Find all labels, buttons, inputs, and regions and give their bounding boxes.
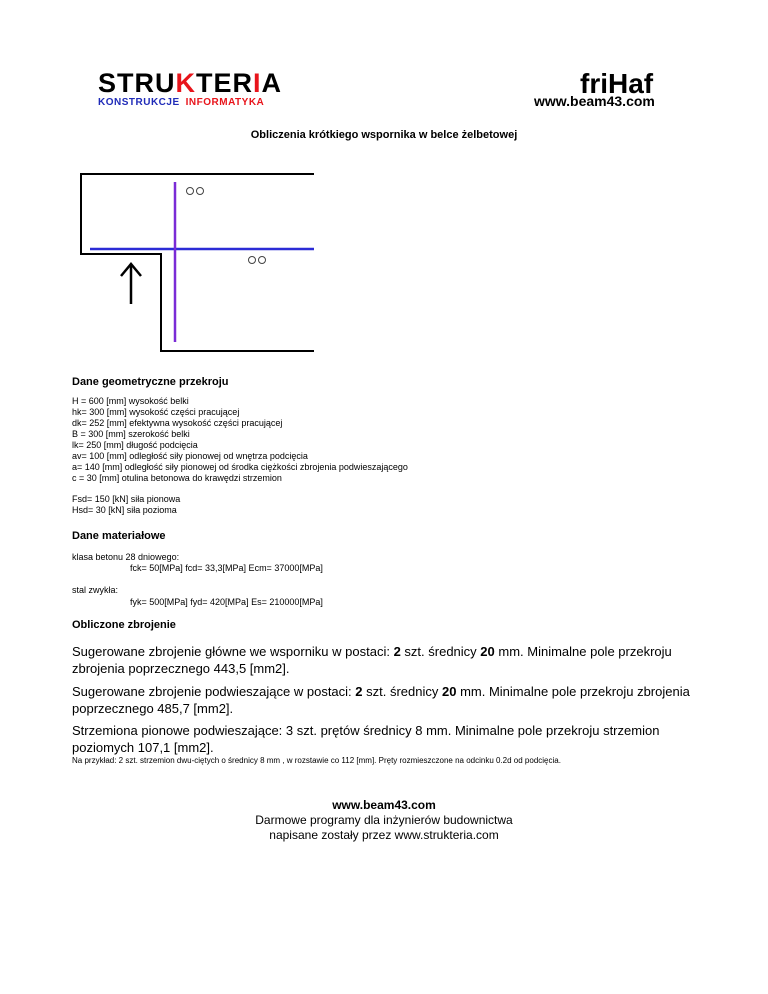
materials-heading: Dane materiałowe [72, 530, 166, 542]
geometry-line: lk= 250 [mm] długość podcięcia [72, 440, 198, 450]
geometry-line: dk= 252 [mm] efektywna wysokość części pracującej [72, 418, 283, 428]
geometry-line: H = 600 [mm] wysokość belki [72, 396, 189, 406]
stirrups-text: Strzemiona pionowe podwieszające: 3 szt. prętów średnicy 8 mm. Minimalne pole przekroju strzemion poziomych 107,1 [mm2]. [72, 723, 660, 755]
page-title: Obliczenia krótkiego wspornika w belce żelbetowej [250, 129, 518, 141]
geometry-line: hk= 300 [mm] wysokość części pracującej [72, 407, 240, 417]
steel-values: fyk= 500[MPa] fyd= 420[MPa] Es= 210000[MPa] [130, 597, 323, 607]
strukteria-tagline: KONSTRUKCJE INFORMATYKA [98, 97, 265, 108]
force-line: Fsd= 150 [kN] siła pionowa [72, 494, 181, 504]
geometry-heading: Dane geometryczne przekroju [72, 376, 229, 388]
concrete-values: fck= 50[MPa] fcd= 33,3[MPa] Ecm= 37000[MPa] [130, 563, 323, 573]
steel-label: stal zwykła: [72, 585, 119, 595]
rebar-circle-top-2 [197, 188, 204, 195]
corbel-diagram [72, 168, 322, 358]
beam-outline [81, 174, 314, 351]
suspension-reinforcement-text: Sugerowane zbrojenie podwieszające w postaci: 2 szt. średnicy 20 mm. Minimalne pole przekroju zbrojenia poprzecznego 485,7 [mm2]. [72, 684, 690, 716]
stirrups-example-note: Na przykład: 2 szt. strzemion dwu-ciętych o średnicy 8 mm , w rozstawie co 112 [mm]. Pręty rozmieszczone na odcinku 0.2d od podcięcia. [72, 756, 561, 765]
footer-line: Darmowe programy dla inżynierów budownictwa [255, 813, 513, 827]
geometry-line: a= 140 [mm] odległość siły pionowej od środka ciężkości zbrojenia podwieszającego [72, 462, 408, 472]
footer-url: www.beam43.com [332, 798, 436, 812]
rebar-circle-bottom-2 [259, 257, 266, 264]
rebar-circle-top-1 [187, 188, 194, 195]
rebar-circle-bottom-1 [249, 257, 256, 264]
geometry-line: c = 30 [mm] otulina betonowa do krawędzi strzemion [72, 473, 282, 483]
beam43-url-logo: www.beam43.com [534, 93, 655, 109]
strukteria-logo: STRUKTERIA [98, 68, 283, 98]
frihaf-logo: friHaf [580, 68, 654, 99]
footer-line: napisane zostały przez www.strukteria.com [269, 828, 499, 842]
geometry-line: B = 300 [mm] szerokość belki [72, 429, 190, 439]
force-arrow-up [121, 264, 141, 304]
main-reinforcement-text: Sugerowane zbrojenie główne we wsporniku w postaci: 2 szt. średnicy 20 mm. Minimalne pole przekroju zbrojenia poprzecznego 443,5 [mm2]. [72, 644, 672, 676]
concrete-label: klasa betonu 28 dniowego: [72, 552, 180, 562]
geometry-list [72, 396, 408, 484]
results-heading: Obliczone zbrojenie [72, 619, 176, 631]
forces-list [72, 494, 180, 516]
footer [0, 798, 768, 843]
geometry-line: av= 100 [mm] odległość siły pionowej od wnętrza podcięcia [72, 451, 308, 461]
force-line: Hsd= 30 [kN] siła pozioma [72, 505, 177, 515]
